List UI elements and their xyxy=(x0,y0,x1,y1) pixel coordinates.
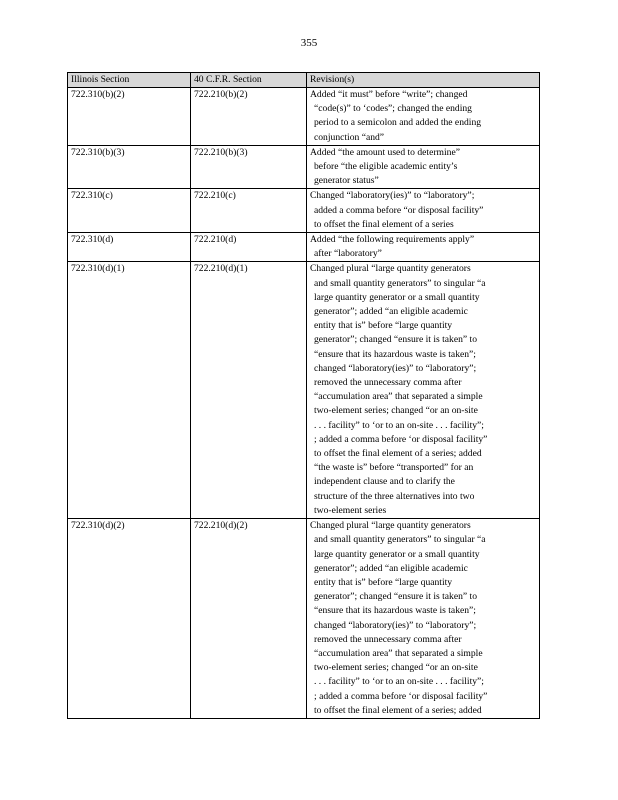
table-row xyxy=(68,145,540,189)
revision-line: entity that is” before “large quantity xyxy=(314,320,453,332)
revision-line: to offset the final element of a series xyxy=(314,218,454,230)
cfr-section-cell: 722.210(b)(3) xyxy=(191,145,307,189)
revision-line: to offset the final element of a series; added xyxy=(314,704,482,716)
revision-line: “ensure that its hazardous waste is taken”; xyxy=(314,605,476,617)
revision-line: conjunction “and” xyxy=(314,131,385,143)
revision-line: structure of the three alternatives into two xyxy=(314,490,475,502)
revision-line: changed “laboratory(ies)” to “laboratory”; xyxy=(314,362,477,374)
illinois-section-cell: 722.310(d)(2) xyxy=(68,519,191,719)
revision-line: Added “the following requirements apply” xyxy=(310,234,475,246)
illinois-section-cell: 722.310(b)(3) xyxy=(68,145,191,189)
table-row xyxy=(68,233,540,262)
illinois-section-cell: 722.310(c) xyxy=(68,189,191,233)
revision-line: changed “laboratory(ies)” to “laboratory”; xyxy=(314,619,477,631)
revision-line: generator status” xyxy=(314,175,379,187)
revision-line: Changed plural “large quantity generators xyxy=(310,520,471,532)
table-header-row xyxy=(68,73,540,88)
table-row xyxy=(68,189,540,233)
table-body xyxy=(68,88,540,719)
revision-line: period to a semicolon and added the ending xyxy=(314,117,482,129)
revision-cell xyxy=(307,233,540,262)
revision-line: “code(s)” to ‘codes”; changed the ending xyxy=(314,103,472,115)
cfr-section-cell: 722.210(c) xyxy=(191,189,307,233)
revision-line: “ensure that its hazardous waste is taken”; xyxy=(314,348,476,360)
revision-line: added a comma before “or disposal facility” xyxy=(314,204,484,216)
revision-cell xyxy=(307,189,540,233)
revision-line: removed the unnecessary comma after xyxy=(314,377,462,389)
cfr-section-cell: 722.210(d)(1) xyxy=(191,262,307,519)
revision-line: Changed plural “large quantity generators xyxy=(310,263,471,275)
revision-line: generator”; changed “ensure it is taken” to xyxy=(314,591,478,603)
header-illinois-section: Illinois Section xyxy=(68,73,191,88)
revision-line: . . . facility” to ‘or to an on-site . . . facility”; xyxy=(314,676,484,688)
revision-line: Added “it must” before “write”; changed xyxy=(310,89,468,100)
revision-line: Added “the amount used to determine” xyxy=(310,146,460,158)
revision-line: two-element series; changed “or an on-site xyxy=(314,662,478,674)
revision-line: removed the unnecessary comma after xyxy=(314,633,462,645)
revision-line: independent clause and to clarify the xyxy=(314,476,455,488)
revision-line: and small quantity generators” to singular “a xyxy=(314,277,486,289)
illinois-section-cell: 722.310(b)(2) xyxy=(68,88,191,146)
header-cfr-section: 40 C.F.R. Section xyxy=(191,73,307,88)
revision-cell xyxy=(307,88,540,146)
revision-line: generator”; added “an eligible academic xyxy=(314,306,468,318)
table-row xyxy=(68,519,540,719)
revision-line: after “laboratory” xyxy=(314,248,382,260)
cfr-section-cell: 722.210(b)(2) xyxy=(191,88,307,146)
revision-line: entity that is” before “large quantity xyxy=(314,576,453,588)
page-number: 355 xyxy=(300,37,318,49)
revision-cell xyxy=(307,145,540,189)
revision-cell xyxy=(307,262,540,519)
revision-line: before “the eligible academic entity’s xyxy=(314,161,458,173)
revision-line: and small quantity generators” to singular “a xyxy=(314,534,486,546)
table-row xyxy=(68,262,540,519)
revision-line: . . . facility” to ‘or to an on-site . . . facility”; xyxy=(314,419,484,431)
revision-line: generator”; added “an eligible academic xyxy=(314,562,468,574)
revision-line: large quantity generator or a small quantity xyxy=(314,291,480,303)
revision-line: “accumulation area” that separated a simple xyxy=(314,391,483,403)
revision-line: two-element series; changed “or an on-site xyxy=(314,405,478,417)
revision-cell xyxy=(307,519,540,719)
revision-table xyxy=(67,72,540,719)
illinois-section-cell: 722.310(d)(1) xyxy=(68,262,191,519)
revision-line: ; added a comma before ‘or disposal facility” xyxy=(314,433,488,445)
revision-line: large quantity generator or a small quantity xyxy=(314,548,480,560)
cfr-section-cell: 722.210(d)(2) xyxy=(191,519,307,719)
header-revisions: Revision(s) xyxy=(307,73,540,88)
revision-line: two-element series xyxy=(314,504,387,516)
revision-line: ; added a comma before ‘or disposal facility” xyxy=(314,690,488,702)
table-row xyxy=(68,88,540,146)
revision-line: “accumulation area” that separated a simple xyxy=(314,647,483,659)
revision-line: Changed “laboratory(ies)” to “laboratory”; xyxy=(310,190,475,202)
revision-line: to offset the final element of a series; added xyxy=(314,448,482,460)
revision-line: generator”; changed “ensure it is taken” to xyxy=(314,334,478,346)
revision-line: “the waste is” before “transported” for an xyxy=(314,462,474,474)
illinois-section-cell: 722.310(d) xyxy=(68,233,191,262)
cfr-section-cell: 722.210(d) xyxy=(191,233,307,262)
